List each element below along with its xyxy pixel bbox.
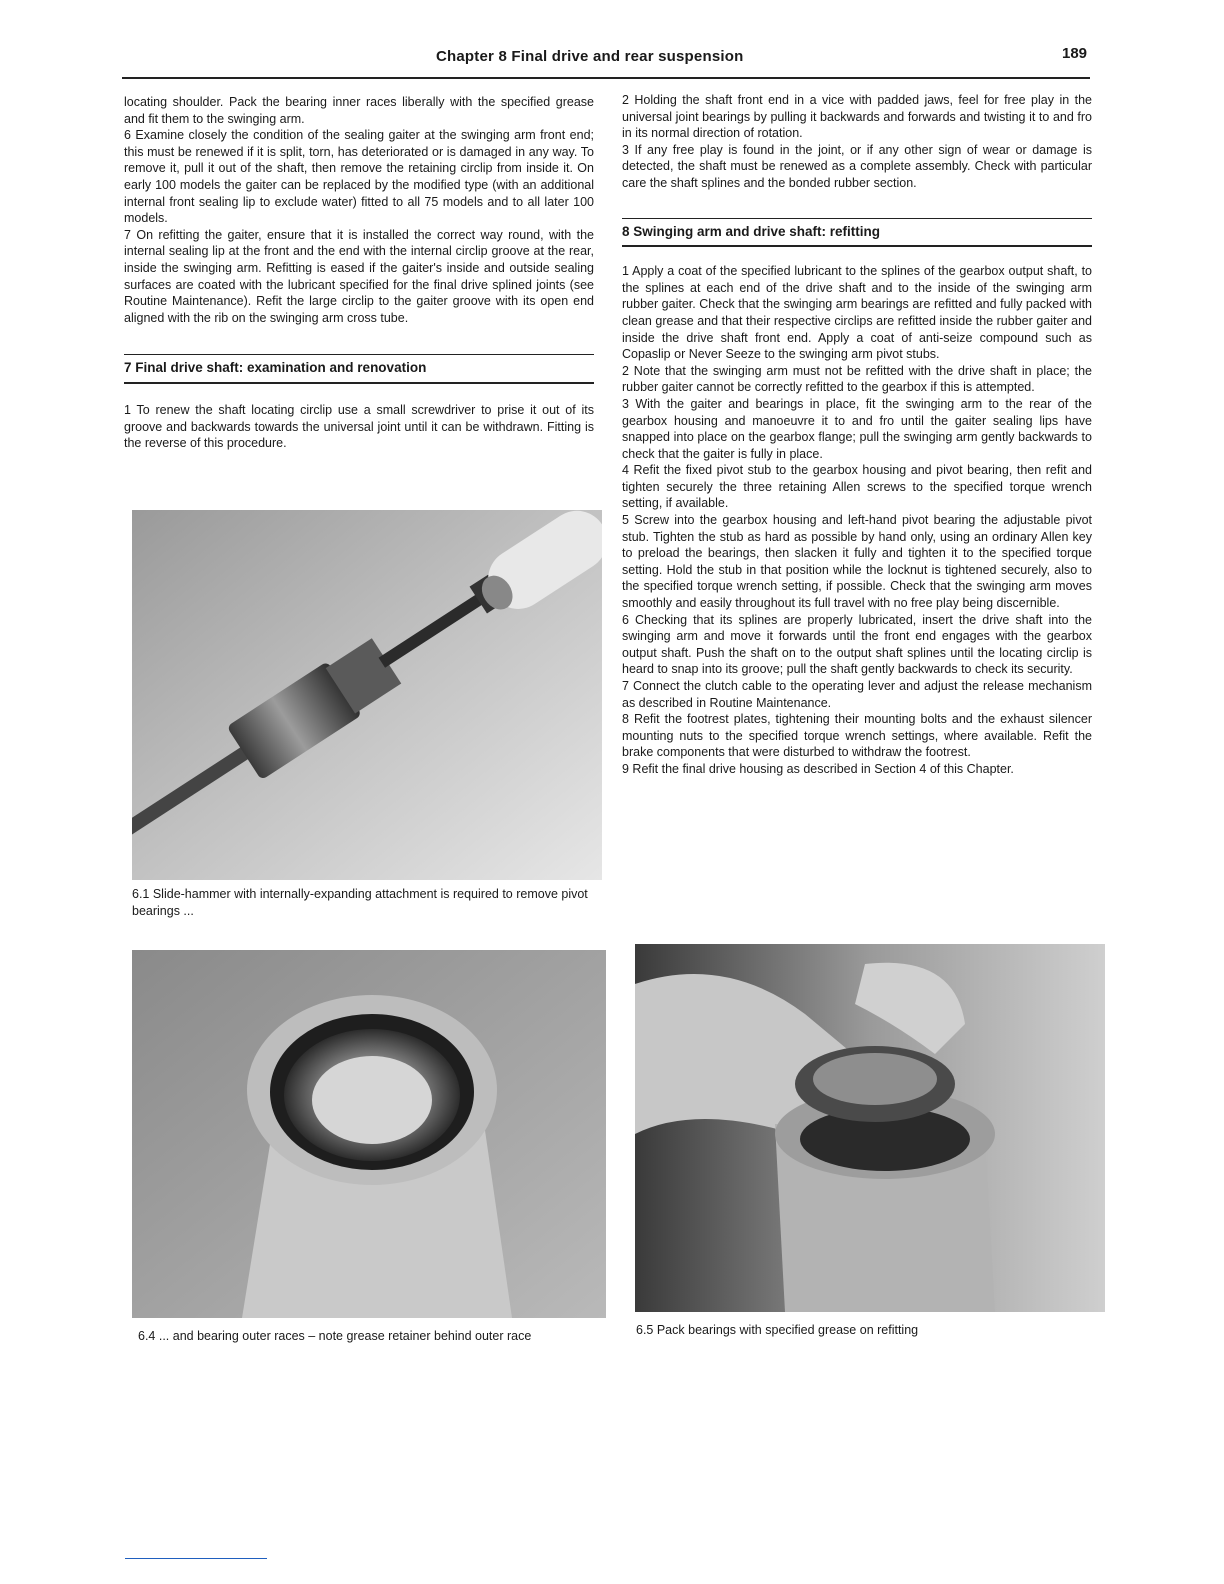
footer-line — [125, 1558, 267, 1559]
section-heading: 8 Swinging arm and drive shaft: refitting — [622, 223, 881, 239]
body-paragraph: 1 Apply a coat of the specified lubricant to the splines of the gearbox output shaft, to the splines at each end of the drive shaft and to the inside of the swinging arm rubber gaiter. Check that the swinging arm bearings are refitted and fully packed with clean grease and that their respective circlips are refitted inside the rubber gaiter and inside the drive shaft front end. Apply a coat of anti-seize compound such as Copaslip or Never Seeze to the swinging arm pivot stubs. — [622, 264, 1092, 362]
body-paragraph: 6 Examine closely the condition of the sealing gaiter at the swinging arm front end; this must be renewed if it is split, torn, has deteriorated or is damaged in any way. To remove it, pull it out of the shaft, then remove the retaining circlip from inside it. On early 100 models the gaiter can be replaced by the modified type (with an additional internal front sealing lip to exclude water) fitted to all 75 models and to all later 100 models. — [124, 128, 594, 226]
body-paragraph: 2 Note that the swinging arm must not be refitted with the drive shaft in place; the rubber gaiter cannot be correctly refitted to the gearbox if this is attempted. — [622, 363, 1092, 395]
section-heading: 7 Final drive shaft: examination and renovation — [124, 360, 427, 376]
body-paragraph: 4 Refit the fixed pivot stub to the gearbox housing and pivot bearing, then refit and tighten securely the three retaining Allen screws to the specified torque wrench setting, if available. — [622, 463, 1092, 511]
body-paragraph: 9 Refit the final drive housing as described in Section 4 of this Chapter. — [622, 761, 1014, 776]
right-column — [622, 92, 1092, 778]
figure-caption: 6.4 ... and bearing outer races – note grease retainer behind outer race — [138, 1329, 532, 1343]
body-paragraph: 7 Connect the clutch cable to the operating lever and adjust the release mechanism as described in Routine Maintenance. — [622, 679, 1092, 710]
body-paragraph: locating shoulder. Pack the bearing inner races liberally with the specified grease and fit them to the swinging arm. — [124, 95, 594, 126]
body-paragraph: 3 If any free play is found in the joint, or if any other sign of wear or damage is detected, the shaft must be renewed as a complete assembly. Check with particular care the shaft splines and the bonded rubber section. — [622, 142, 1092, 190]
body-paragraph: 8 Refit the footrest plates, tightening their mounting bolts and the exhaust silencer mounting nuts to the specified torque wrench settings, where available. Refit the brake components that were disturbed to withdraw the footrest. — [622, 712, 1092, 760]
figure-caption: 6.1 Slide-hammer with internally-expanding attachment is required to remove pivot bearings ... — [132, 887, 588, 918]
body-paragraph: 7 On refitting the gaiter, ensure that it is installed the correct way round, with the internal sealing lip at the front and the end with the internal circlip groove at the rear, inside the swinging arm. Refitting is eased if the gaiter's inside and outside sealing surfaces are coated with the lubricant specified for the final drive splined joints (see Routine Maintenance). Refit the large circlip to the gaiter groove with its open end aligned with the rib on the swinging arm cross tube. — [124, 227, 594, 325]
section-rule — [124, 382, 594, 384]
body-paragraph: 5 Screw into the gearbox housing and left-hand pivot bearing the adjustable pivot stub. Tighten the stub as hard as possible by hand only, using an ordinary Allen key to preload the bearings, then slacken it fully and tighten it to the specified torque setting. Hold the stub in that position while the locknut is tightened securely, also to the specified torque wrench setting, if possible. Check that the swinging arm moves smoothly and easily throughout its full travel with no free play being discernible. — [622, 513, 1092, 611]
header-rule — [122, 77, 1090, 79]
photo-packing-bearings — [635, 944, 1105, 1312]
body-paragraph: 3 With the gaiter and bearings in place, fit the swinging arm to the rear of the gearbox housing and manoeuvre it to and fro until the gaiter sealing lips have snapped into place on the gearbox flange; pull the swinging arm gently backwards to check that the gaiter is fully in place. — [622, 396, 1092, 461]
chapter-title: Chapter 8 Final drive and rear suspension — [436, 48, 744, 65]
section-7 — [124, 354, 594, 384]
body-paragraph: 1 To renew the shaft locating circlip use a small screwdriver to prise it out of its groove and backwards towards the universal joint until it can be withdrawn. Fitting is the reverse of this procedure. — [124, 402, 594, 451]
photo-slide-hammer — [132, 510, 602, 880]
page-number: 189 — [1062, 45, 1088, 62]
body-paragraph: 6 Checking that its splines are properly lubricated, insert the drive shaft into the swinging arm and move it forwards until the front end engages with the gearbox output shaft. Push the shaft on to the output shaft splines until the locating circlip is heard to snap into its groove; pull the shaft gently backwards to check its security. — [622, 612, 1092, 677]
left-column — [124, 94, 594, 452]
figure-caption: 6.5 Pack bearings with specified grease on refitting — [636, 1323, 919, 1337]
section-8 — [622, 218, 1092, 248]
photo-bearing-outer-race — [132, 950, 606, 1318]
body-paragraph: 2 Holding the shaft front end in a vice with padded jaws, feel for free play in the universal joint bearings by pulling it backwards and forwards and twisting it to and fro in its normal direction of rotation. — [622, 93, 1092, 141]
section-rule — [622, 245, 1092, 247]
